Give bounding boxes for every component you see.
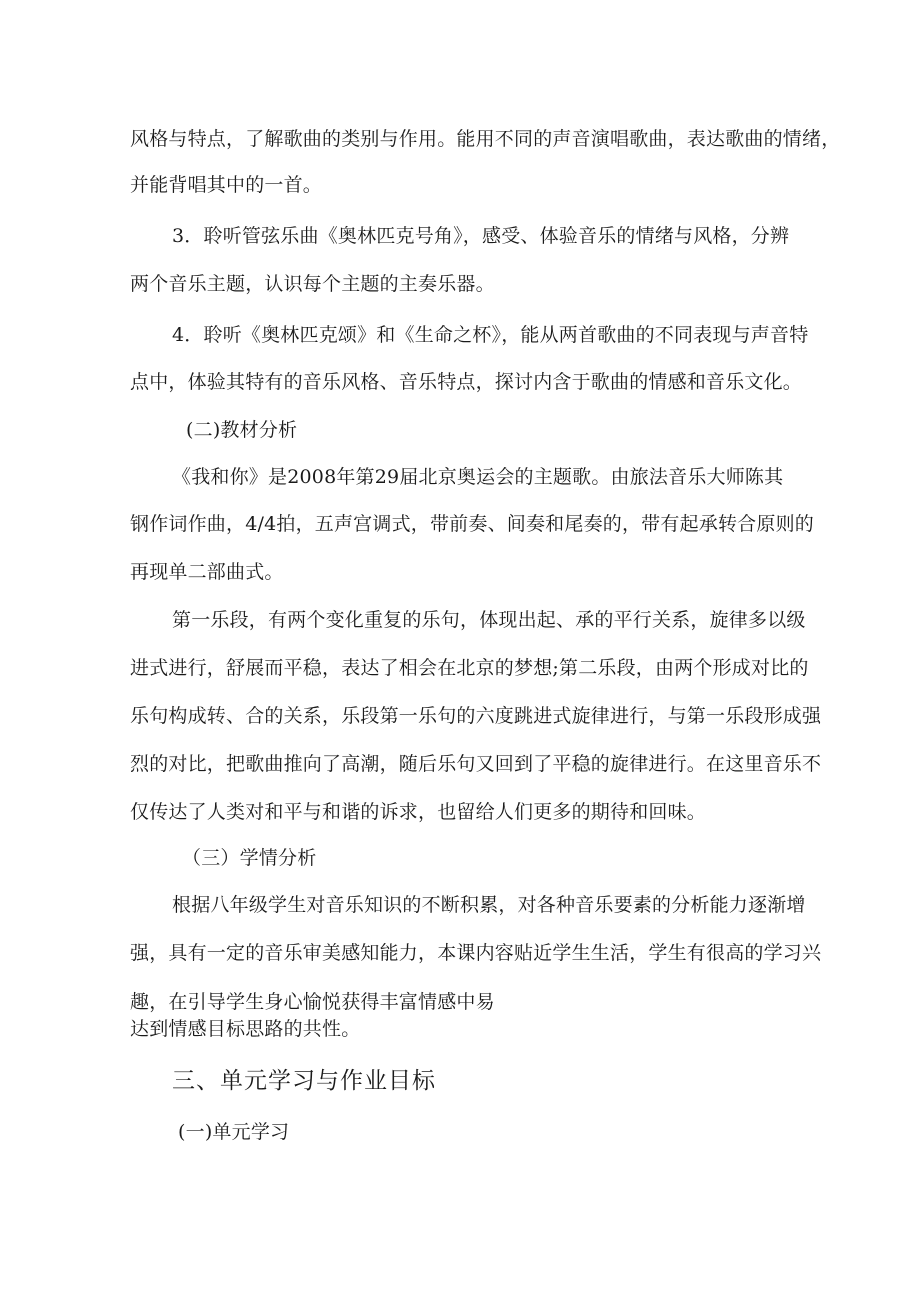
paragraph-4-line-1: 钢作词作曲，4/4拍，五声宫调式，带前奏、间奏和尾奏的，带有起承转合原则的 xyxy=(130,513,814,535)
paragraph-5-line-3: 烈的对比，把歌曲推向了高潮，随后乐句又回到了平稳的旋律进行。在这里音乐不 xyxy=(130,753,822,775)
paragraph-4-line-0: 《我和你》是2008年第29届北京奥运会的主题歌。由旅法音乐大师陈其 xyxy=(172,466,784,488)
paragraph-1-line-1: 两个音乐主题，认识每个主题的主奏乐器。 xyxy=(130,273,495,295)
paragraph-1-line-0: 3．聆听管弦乐曲《奥林匹克号角》，感受、体验音乐的情绪与风格，分辨 xyxy=(172,225,790,247)
paragraph-5-line-0: 第一乐段，有两个变化重复的乐句，体现出起、承的平行关系，旋律多以级 xyxy=(172,609,806,631)
paragraph-0-line-0: 风格与特点，了解歌曲的类别与作用。能用不同的声音演唱歌曲，表达歌曲的情绪， xyxy=(130,128,841,150)
section-heading: 三、单元学习与作业目标 xyxy=(172,1068,436,1094)
subheading-unit-learning: (一)单元学习 xyxy=(178,1121,290,1143)
paragraph-5-line-1: 进式进行，舒展而平稳，表达了相会在北京的梦想;第二乐段，由两个形成对比的 xyxy=(130,657,809,679)
paragraph-7-line-0: 根据八年级学生对音乐知识的不断积累，对各种音乐要素的分析能力逐渐增 xyxy=(172,894,806,916)
paragraph-4-line-2: 再现单二部曲式。 xyxy=(130,561,284,583)
paragraph-7-line-1: 强，具有一定的音乐审美感知能力，本课内容贴近学生生活，学生有很高的学习兴 xyxy=(130,942,822,964)
paragraph-2-line-1: 点中，体验其特有的音乐风格、音乐特点，探讨内含于歌曲的情感和音乐文化。 xyxy=(130,371,803,393)
subsection-heading-student-analysis: （三）学情分析 xyxy=(182,847,317,869)
paragraph-2-line-0: 4．聆听《奥林匹克颂》和《生命之杯》，能从两首歌曲的不同表现与声音特 xyxy=(172,324,809,346)
paragraph-5-line-2: 乐句构成转、合的关系，乐段第一乐句的六度跳进式旋律进行，与第一乐段形成强 xyxy=(130,705,822,727)
paragraph-5-line-4: 仅传达了人类对和平与和谐的诉求，也留给人们更多的期待和回味。 xyxy=(130,801,707,823)
paragraph-7-line-2: 趣，在引导学生身心愉悦获得丰富情感中易 xyxy=(130,991,495,1013)
paragraph-7-line-3: 达到情感目标思路的共性。 xyxy=(130,1018,361,1040)
paragraph-0-line-1: 并能背唱其中的一首。 xyxy=(130,174,323,196)
subsection-heading-textbook-analysis: (二)教材分析 xyxy=(186,419,298,441)
